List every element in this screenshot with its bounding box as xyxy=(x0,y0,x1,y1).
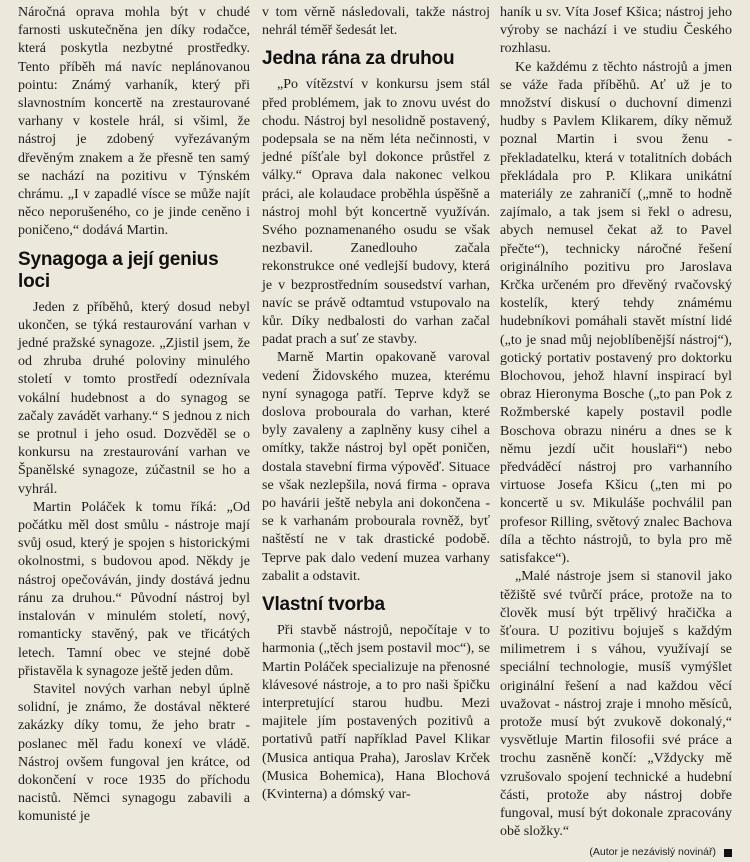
paragraph: Marně Martin opakovaně varoval vedení Židovského muzea, kterému nyní synagoga patří. Teprve když se doslova probourala do varhan, které byly zavaleny a zaplněny kusy cihel a omítky, takže nástroj byl opět poničen, dostala stavební firma výpověď. Situace se však nezlepšila, nová firma - oprava po havárii ještě nebyla ani dokončena - se k varhanám probourala rovněž, byť naštěstí ne v tak drastické podobě. Teprve pak dalo vedení muzea varhany zabalit a odstavit. xyxy=(262,350,490,584)
paragraph: „Po vítězství v konkursu jsem stál před problémem, jak to znovu uvést do chodu. Nástroj byl nesolidně postavený, podepsala se na něm léta nečinnosti, v jedné píšťale byl dokonce průstřel z války.“ Oprava dala nakonec velkou práci, ale kolaudace proběhla úspěšně a nástroj mohl být koncertně využíván. Svého poznamenaného osudu se však nezbavil. Zanedlouho začala rekonstrukce oné vedlejší budovy, která je v bezprostředním sousedství varhan, navíc se právě odtamtud vstupovalo na kůr. Díky nedbalosti do varhan začal padat prach a suť ze stavby. xyxy=(262,77,490,348)
byline-text: (Autor je nezávislý novinář) xyxy=(589,846,716,859)
paragraph: Stavitel nových varhan nebyl úplně solidní, je známo, že dostával některé zakázky díky tomu, že jeho bratr - poslanec měl řadu konexí ve vládě. Nástroj ovšem fungoval jen krátce, od dokončení v roce 1935 do příchodu nacistů. Němci synagogu zabavili a komunisté je xyxy=(18,681,250,825)
column-1 xyxy=(18,4,250,827)
paragraph: Při stavbě nástrojů, nepočítaje v to harmonia („těch jsem postavil moc“), se Martin Poláček specializuje na přenosné klávesové nástroje, a to pro naši špičku interpretující starou hudbu. Mezi majitele jím postavených pozitivů a portativů patří například Pavel Klikar (Musica antiqua Praha), Jaroslav Krček (Musica Bohemica), Hana Blochová (Kvinterna) a dómský var- xyxy=(262,623,490,802)
section-heading-synagoga: Synagoga a její genius loci xyxy=(18,248,219,292)
column-3 xyxy=(500,4,732,862)
paragraph: Ke každému z těchto nástrojů a jmen se váže řada příběhů. Ať už je to množství diskusí o duchovní dimenzi hudby s Pavlem Klikarem, díky němuž poznal Martin i svou ženu - překladatelku, která v totalitních dobách překládala pro P. Klikara unikátní materiály ze zahraničí („mně to hodně zajímalo, a tak jsem si řekl o adresu, abych nemusel čekat až to Pavel přečte“), technicky náročné řešení originálního pozitivu pro Jaroslava Krčka určeném pro dřevěný rvačovský kostelík, který tehdy známému hudebníkovi pomáhali stavět místní lidé („to je snad můj nejoblíbenější nástroj“), gotický portativ postavený pro doktorku Blochovou, jehož hlavní inspirací byl obraz Hieronyma Bosche („to pan Pok z Rožmberské kapely postavil podle Boschova obrazu ninéru a dnes se k němu jezdí učit houslaři“) nebo předváděcí nástroj pro varhanního virtuose Josefa Kšicu („ten mi po koncertě u sv. Mikuláše pochválil pan profesor Rilling, světový znalec Bachova díla a těchto nástrojů, to byla pro mě satisfakce“). xyxy=(500,59,732,567)
section-heading-jedna-rana: Jedna rána za druhou xyxy=(262,48,455,70)
section-heading-vlastni-tvorba: Vlastní tvorba xyxy=(262,594,385,616)
column-2 xyxy=(262,4,490,804)
paragraph: Jeden z příběhů, který dosud nebyl ukončen, se týká restaurování varhan v jedné pražské synagoze. „Zjistil jsem, že od zhruba druhé poloviny minulého století v tomto prostředí odeznívala vokální hudebnost a do synagog se začaly zavádět varhany.“ S jednou z nich se protnul i jeho osud. Dozvěděl se o konkursu na zrestaurování varhan ve Španělské synagoze, zúčastnil se ho a vyhrál. xyxy=(18,299,250,497)
paragraph: „Malé nástroje jsem si stanovil jako těžiště své tvůrčí práce, protože na to člověk musí být trpělivý hračička a šťoura. U pozitivu bojuješ s každým milimetrem i s váhou, využívají se speciální technologie, musíš vymýšlet originální řešení a nad každou věcí uvažovat - nástroj zraje i mnoho měsíců, protože musí být zvukově dokonalý,“ vysvětluje Martin filosofii své práce a trochu zasněně končí: „Vždycky mě vzrušovalo spojení technické a hudební části, protože aby nástroj dobře fungoval, musí být dokonale zpracovány obě složky.“ xyxy=(500,569,732,840)
paragraph: Martin Poláček k tomu říká: „Od počátku měl dost smůlu - nástroje mají svůj osud, který je spojen s historickými okolnostmi, s budovou apod. Někdy je nástroj opečováván, jindy dostává jednu ránu za druhou.“ Původní nástroj byl instalován v minulém století, nový, romanticky stavěný, pak ve třicátých letech. Tamní obec ve stejné době přistavěla k synagoze ještě jeden dům. xyxy=(18,499,250,679)
paragraph: haník u sv. Víta Josef Kšica; nástroj jeho výroby se nachází i ve studiu Českého rozhlasu. xyxy=(500,5,732,57)
author-byline xyxy=(500,843,732,861)
paragraph: Náročná oprava mohla být v chudé farnosti uskutečněna jen díky rodačce, která poskytla nezbytné prostředky. Tento příběh má navíc neplánovanou pointu: Známý varhaník, který při slavnostním koncertě na zrestaurované varhany v kostele hrál, si všiml, že nástroj je zdobený vyřezávaným dřevěným znakem a že přesně ten samý se nachází na pozitivu v Týnském chrámu. „I v zapadlé vísce se může najít něco neporušeného, co je jinde ceněno i poničeno,“ dodává Martin. xyxy=(18,5,250,239)
end-mark-icon xyxy=(724,849,732,857)
paragraph: v tom věrně následovali, takže nástroj nehrál téměř šedesát let. xyxy=(262,5,490,39)
